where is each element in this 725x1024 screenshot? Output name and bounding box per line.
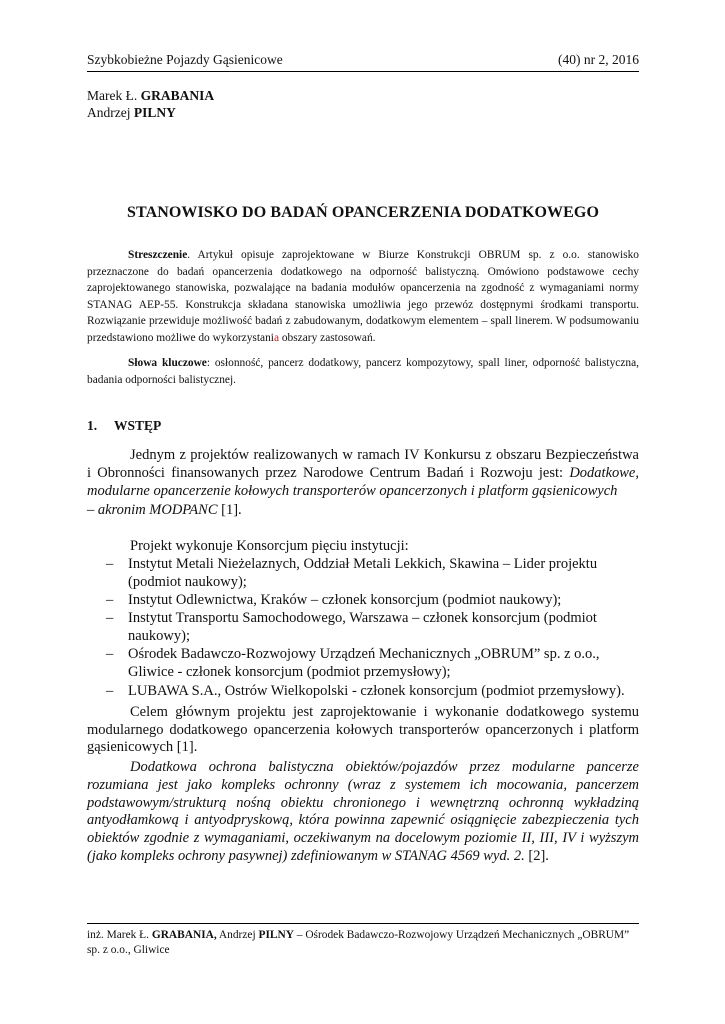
issue-number: (40) nr 2, 2016 — [558, 52, 639, 67]
paper-title: STANOWISKO DO BADAŃ OPANCERZENIA DODATKOWEGO — [126, 204, 599, 221]
footnote-name-1: GRABANIA, — [151, 929, 217, 941]
intro-paragraph-2: Projekt wykonuje Konsorcjum pięciu instytucji: — [130, 538, 409, 554]
list-item: – Instytut Odlewnictwa, Kraków – członek konsorcjum (podmiot naukowy); — [106, 592, 639, 610]
author — [87, 87, 214, 104]
author — [87, 104, 214, 121]
abstract-text: . Artykuł opisuje zaprojektowane w Biurze Konstrukcji OBRUM sp. z o.o. stanowisko przeznaczone do badań opancerzenia dodatkowego na odporność balistyczną. Omówiono podstawowe cechy zaprojektowanego stanowiska, pozwalające na badania modułów opancerzenia na zgodność z wymaganiami normy STANAG AEP-55. Konstrukcja składana stanowiska umożliwia jego przewóz dostępnymi środkami transportu. Rozwiązanie przewiduje możliwość badań z zabudowanym, dodatkowym elementem – spall linerem. W podsumowaniu przedstawiono możliwe do wykorzystani — [87, 249, 639, 344]
abstract-typo-highlight: a — [273, 331, 280, 344]
definition-text: Dodatkowa ochrona balistyczna obiektów/pojazdów przez modularne pancerze rozumiana jest jako kompleks ochronny (wraz z systemem ich mocowania, pancerzem podstawowym/strukturą nośną obiektu chronionego i wewnętrzną ochronną wykładziną antyodłamkową i antyodpryskową, która powinna zapewnić osiągnięcie zabezpieczenia tych obiektów zgodnie z wymaganiami, oczekiwanym na docelowym poziomie II, III, IV i wyższym (jako kompleks ochrony pasywnej) zdefiniowanym w STANAG 4569 wyd. 2. — [87, 759, 639, 864]
consortium-list — [106, 556, 639, 701]
citation-ref: [2]. — [524, 847, 549, 864]
keywords-label: Słowa kluczowe — [128, 357, 207, 369]
intro-p1-tail — [87, 501, 639, 519]
running-header — [87, 52, 639, 72]
section-heading — [87, 418, 161, 434]
list-item: – Instytut Metali Nieżelaznych, Oddział Metali Lekkich, Skawina – Lider projektu (podmiot naukowy); — [106, 556, 639, 592]
project-acronym: – akronim MODPANC — [87, 501, 218, 518]
journal-name: Szybkobieżne Pojazdy Gąsienicowe — [87, 52, 283, 67]
section-title: WSTĘP — [114, 418, 162, 433]
footnote-name-2: PILNY — [258, 929, 294, 941]
footnote-prefix: inż. Marek Ł. — [87, 929, 152, 941]
keywords-text: : osłonność, pancerz dodatkowy, pancerz kompozytowy, spall liner, odporność balistyczna, badania odporności balistycznej. — [87, 357, 640, 386]
author-first-name: Marek Ł. — [87, 88, 138, 103]
citation-ref: [1]. — [217, 501, 242, 518]
project-title: Dodatkowe, modularne opancerzenie kołowych transporterów opancerzonych i platform gąsienicowych — [87, 465, 639, 500]
list-item: – Ośrodek Badawczo-Rozwojowy Urządzeń Mechanicznych „OBRUM” sp. z o.o., Gliwice - członek konsorcjum (podmiot przemysłowy); — [106, 646, 639, 682]
intro-paragraph-1 — [87, 446, 639, 519]
footnote-affiliation: – Ośrodek Badawczo-Rozwojowy Urządzeń Mechanicznych „OBRUM” sp. z o.o., Gliwice — [87, 929, 630, 956]
keywords — [87, 355, 639, 388]
list-item: – LUBAWA S.A., Ostrów Wielkopolski - członek konsorcjum (podmiot przemysłowy). — [106, 683, 639, 701]
section-number: 1. — [87, 418, 98, 433]
intro-paragraph-4 — [87, 759, 639, 866]
abstract-label: Streszczenie — [128, 249, 188, 261]
author-last-name: GRABANIA — [140, 88, 215, 103]
author-first-name: Andrzej — [87, 105, 131, 120]
author-list — [87, 87, 214, 121]
abstract-text-end: obszary zastosowań. — [279, 331, 376, 344]
abstract — [87, 247, 639, 347]
intro-paragraph-3: Celem głównym projektu jest zaprojektowanie i wykonanie dodatkowego systemu modularnego dodatkowego opancerzenia kołowych transporterów opancerzonych i platform gąsienicowych [1]. — [87, 704, 639, 755]
footnote — [87, 923, 639, 958]
footnote-mid: Andrzej — [216, 929, 259, 941]
list-item: – Instytut Transportu Samochodowego, Warszawa – członek konsorcjum (podmiot naukowy); — [106, 610, 639, 646]
intro-p1-main — [87, 446, 639, 501]
intro-p1-text: Jednym z projektów realizowanych w ramach IV Konkursu z obszaru Bezpieczeństwa i Obronności finansowanych przez Narodowe Centrum Badań i Rozwoju jest: — [87, 447, 639, 482]
author-last-name: PILNY — [133, 105, 176, 120]
